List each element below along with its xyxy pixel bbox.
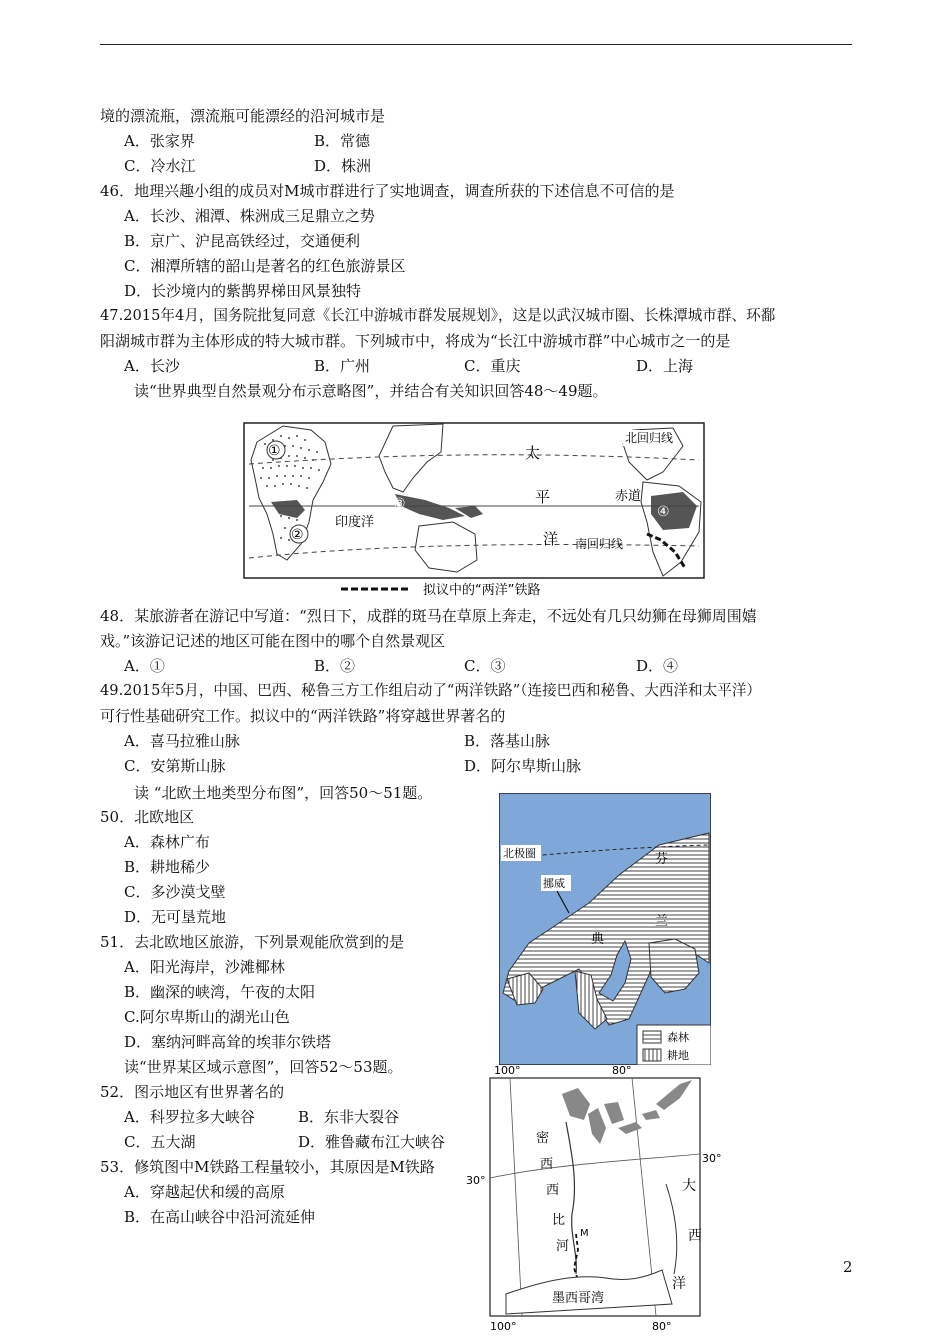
q52-option-a: A．科罗拉多大峡谷	[124, 1108, 255, 1126]
finland-label-fen: 芬	[655, 852, 669, 867]
river-char-3: 西	[546, 1183, 560, 1198]
legend-cropland-swatch	[643, 1049, 661, 1061]
atlantic-char-1: 大	[682, 1178, 696, 1194]
q49-option-b: B．落基山脉	[464, 732, 551, 750]
marker-2: ②	[291, 527, 304, 543]
q52-option-b: B．东非大裂谷	[298, 1108, 400, 1126]
legend-cropland-label: 耕地	[667, 1049, 689, 1062]
q51-option-a: A．阳光海岸，沙滩椰林	[124, 958, 285, 976]
norway-label: 挪威	[543, 877, 565, 890]
q48-stem-line1: 48．某旅游者在游记中写道：“烈日下，成群的斑马在草原上奔走，不远处有几只幼狮在母狮周围嬉	[100, 607, 757, 625]
q50-option-d: D．无可垦荒地	[124, 908, 227, 926]
lon-80-top: 80°	[612, 1064, 632, 1077]
q50-option-a: A．森林广布	[124, 833, 210, 851]
marker-3: ③	[393, 496, 406, 512]
pacific-label-ping: 平	[535, 488, 551, 506]
q47-stem-line2: 阳湖城市群为主体形成的特大城市群。下列城市中，将成为“长江中游城市群”中心城市之一的是	[100, 332, 731, 350]
atlantic-char-3: 洋	[672, 1276, 686, 1292]
legend-railway-label: 拟议中的“两洋”铁路	[423, 583, 541, 598]
q48-option-c: C．③	[464, 657, 506, 675]
q47-option-c: C．重庆	[464, 357, 521, 375]
intro-48-49: 读“世界典型自然景观分布示意略图”，并结合有关知识回答48～49题。	[134, 382, 608, 400]
legend-forest-label: 森林	[667, 1031, 689, 1044]
q46-option-c: C．湘潭所辖的韶山是著名的红色旅游景区	[124, 257, 406, 275]
q51-stem: 51．去北欧地区旅游，下列景观能欣赏到的是	[100, 933, 405, 951]
lat-30-right: 30°	[702, 1152, 722, 1165]
q49-option-d: D．阿尔卑斯山脉	[464, 757, 582, 775]
q46-option-a: A．长沙、湘潭、株洲成三足鼎立之势	[124, 207, 375, 225]
q51-option-b: B．幽深的峡湾，午夜的太阳	[124, 983, 316, 1001]
q47-stem-line1: 47.2015年4月，国务院批复同意《长江中游城市群发展规划》，这是以武汉城市圈、长株潭城市群、环鄱	[100, 307, 776, 324]
river-char-5: 河	[556, 1239, 570, 1254]
pacific-label-yang: 洋	[543, 530, 559, 548]
intro-50-51: 读 “北欧土地类型分布图”，回答50～51题。	[134, 784, 433, 802]
q52-option-d: D．雅鲁藏布江大峡谷	[298, 1133, 446, 1151]
river-char-4: 比	[552, 1213, 566, 1228]
q49-option-c: C．安第斯山脉	[124, 757, 226, 775]
lon-80-bottom: 80°	[652, 1320, 672, 1333]
q49-stem-line2: 可行性基础研究工作。拟议中的“两洋铁路”将穿越世界著名的	[100, 707, 506, 725]
railway-m-label: M	[580, 1228, 589, 1239]
q47-option-d: D．上海	[636, 357, 694, 375]
marker-4: ④	[657, 504, 670, 520]
q52-option-c: C．五大湖	[124, 1133, 196, 1151]
q52-stem: 52．图示地区有世界著名的	[100, 1083, 285, 1101]
world-landscape-map	[243, 422, 705, 602]
q45-stem: 境的漂流瓶，漂流瓶可能漂经的沿河城市是	[100, 107, 386, 125]
q46-stem: 46．地理兴趣小组的成员对M城市群进行了实地调查，调查所获的下述信息不可信的是	[100, 182, 675, 200]
q46-option-d: D．长沙境内的紫鹊界梯田风景独特	[124, 282, 362, 300]
sweden-label-dian: 典	[591, 932, 605, 947]
north-america-region-map	[466, 1064, 728, 1342]
marker-1: ①	[268, 443, 281, 459]
lon-100-bottom: 100°	[490, 1320, 517, 1333]
q50-option-b: B．耕地稀少	[124, 858, 211, 876]
q53-option-a: A．穿越起伏和缓的高原	[124, 1183, 285, 1201]
lat-30-left: 30°	[466, 1174, 486, 1187]
equator-label: 赤道	[615, 489, 642, 504]
q45-option-a: A．张家界	[124, 132, 195, 150]
page-number: 2	[843, 1258, 853, 1276]
south-tropic-label: 南回归线	[575, 537, 624, 551]
q48-option-d: D．④	[636, 657, 679, 675]
q50-stem: 50．北欧地区	[100, 808, 195, 826]
q45-option-c: C．冷水江	[124, 157, 196, 175]
q51-option-c: C.阿尔卑斯山的湖光山色	[124, 1008, 290, 1026]
q48-option-a: A．①	[124, 657, 165, 675]
lon-100-top: 100°	[494, 1064, 521, 1077]
q53-option-b: B．在高山峡谷中沿河流延伸	[124, 1208, 316, 1226]
header-rule	[100, 44, 852, 45]
atlantic-char-2: 西	[688, 1228, 702, 1244]
north-tropic-label: 北回归线	[625, 431, 674, 445]
pacific-label-tai: 太	[525, 444, 541, 462]
finland-label-lan: 兰	[655, 914, 669, 929]
q47-option-b: B．广州	[314, 357, 371, 375]
q46-option-b: B．京广、沪昆高铁经过，交通便利	[124, 232, 361, 250]
q48-option-b: B．②	[314, 657, 356, 675]
q47-option-a: A．长沙	[124, 357, 180, 375]
q45-option-d: D．株洲	[314, 157, 372, 175]
northern-europe-map	[499, 793, 711, 1065]
legend-forest-swatch	[643, 1031, 661, 1043]
q49-stem-line1: 49.2015年5月，中国、巴西、秘鲁三方工作组启动了“两洋铁路”（连接巴西和秘鲁、大西洋和太平洋）	[100, 682, 762, 699]
q45-option-b: B．常德	[314, 132, 371, 150]
q51-option-d: D．塞纳河畔高耸的埃菲尔铁塔	[124, 1033, 332, 1051]
gulf-of-mexico-label: 墨西哥湾	[552, 1291, 605, 1306]
q50-option-c: C．多沙漠戈壁	[124, 883, 226, 901]
q48-stem-line2: 戏。”该游记记述的地区可能在图中的哪个自然景观区	[100, 632, 446, 650]
river-char-1: 密	[536, 1131, 550, 1146]
indian-ocean-label: 印度洋	[335, 515, 375, 530]
river-char-2: 西	[540, 1157, 554, 1172]
q53-stem: 53．修筑图中M铁路工程量较小，其原因是M铁路	[100, 1158, 435, 1176]
arctic-circle-label: 北极圈	[503, 847, 536, 860]
q49-option-a: A．喜马拉雅山脉	[124, 732, 240, 750]
intro-52-53: 读“世界某区域示意图”，回答52～53题。	[124, 1058, 403, 1076]
